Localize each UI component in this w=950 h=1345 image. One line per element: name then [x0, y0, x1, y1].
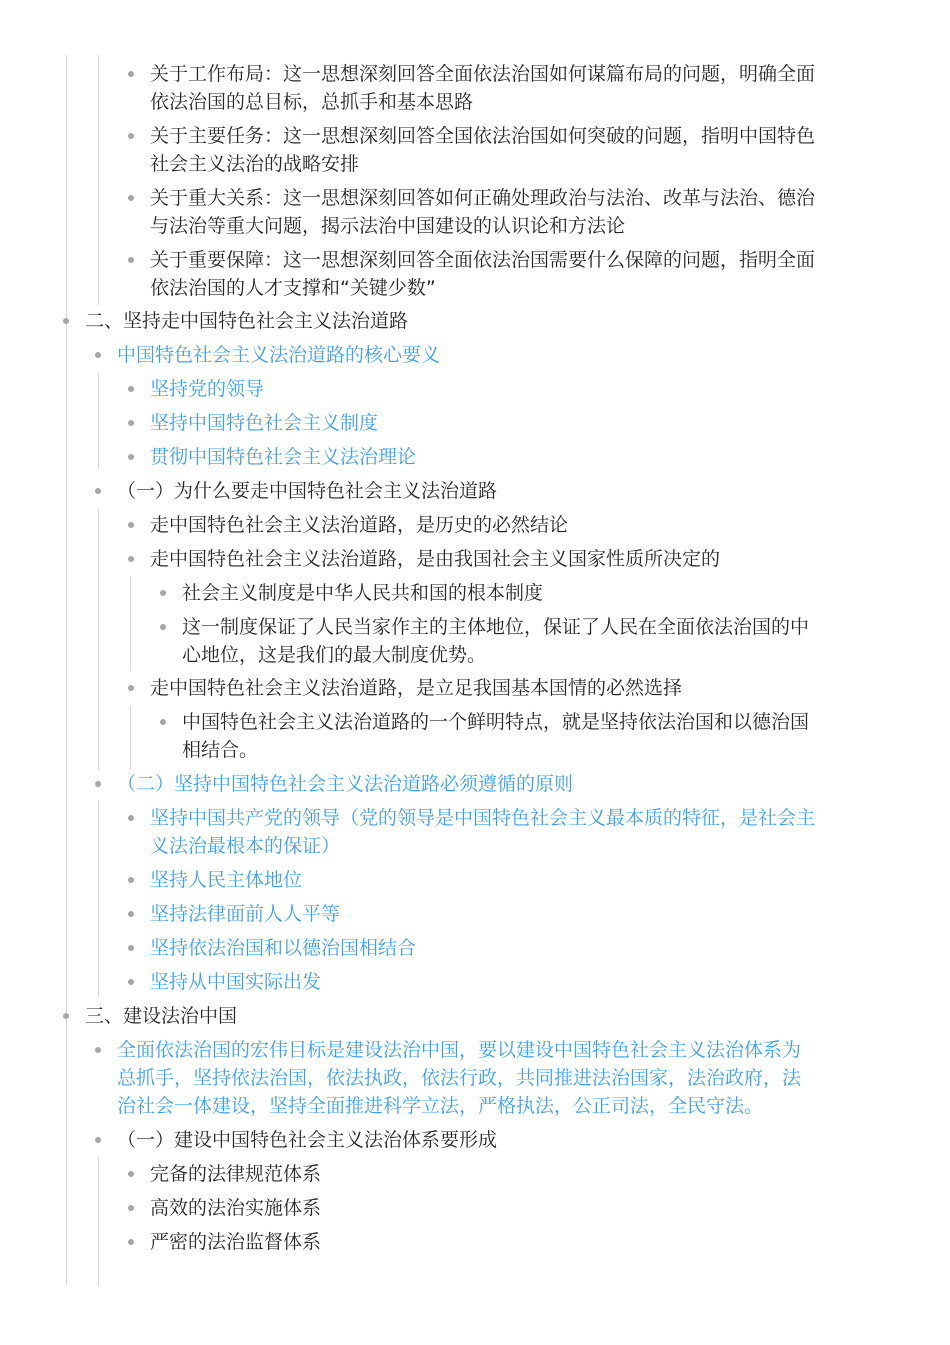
subsection-heading: （二）坚持中国特色社会主义法治道路必须遵循的原则	[117, 773, 574, 795]
list-item: 坚持从中国实际出发	[150, 971, 322, 993]
bullet-icon	[95, 352, 101, 358]
bullet-icon	[160, 719, 166, 725]
list-item: 中国特色社会主义法治道路的核心要义	[117, 344, 441, 366]
guide-line-level-3	[130, 576, 131, 671]
bullet-icon	[128, 979, 134, 985]
bullet-icon	[95, 781, 101, 787]
guide-line-level-2	[98, 800, 99, 997]
section-heading: 三、建设法治中国	[85, 1005, 238, 1027]
list-item: 这一制度保证了人民当家作主的主体地位，保证了人民在全面依法治国的中 心地位，这是我们的最大制度优势。	[182, 616, 810, 666]
list-item: 坚持法律面前人人平等	[150, 903, 341, 925]
bullet-icon	[95, 488, 101, 494]
bullet-icon	[128, 945, 134, 951]
list-item: 坚持中国特色社会主义制度	[150, 412, 379, 434]
bullet-icon	[128, 454, 134, 460]
bullet-icon	[128, 1205, 134, 1211]
list-item: 贯彻中国特色社会主义法治理论	[150, 446, 417, 468]
list-item: 关于重大关系：这一思想深刻回答如何正确处理政治与法治、改革与法治、德治 与法治等重大问题，揭示法治中国建设的认识论和方法论	[150, 187, 816, 237]
bullet-icon	[128, 420, 134, 426]
list-item: 坚持党的领导	[150, 378, 265, 400]
list-item: 严密的法治监督体系	[150, 1231, 322, 1253]
list-item: 关于工作布局：这一思想深刻回答全面依法治国如何谋篇布局的问题，明确全面 依法治国的总目标，总抓手和基本思路	[150, 63, 816, 113]
list-item: 完备的法律规范体系	[150, 1163, 322, 1185]
bullet-icon	[128, 133, 134, 139]
bullet-icon	[128, 195, 134, 201]
bullet-icon	[128, 386, 134, 392]
guide-line-level-2	[98, 55, 99, 305]
guide-line-level-2	[98, 1156, 99, 1286]
bullet-icon	[128, 815, 134, 821]
list-item: 坚持中国共产党的领导（党的领导是中国特色社会主义最本质的特征，是社会主 义法治最根本的保证）	[150, 807, 816, 857]
list-item: 坚持依法治国和以德治国相结合	[150, 937, 417, 959]
guide-line-level-1	[66, 55, 67, 1285]
list-item: 关于主要任务：这一思想深刻回答全国依法治国如何突破的问题，指明中国特色 社会主义法治的战略安排	[150, 125, 816, 175]
bullet-icon	[128, 911, 134, 917]
bullet-icon	[128, 877, 134, 883]
bullet-icon	[128, 1239, 134, 1245]
bullet-icon	[95, 1047, 101, 1053]
guide-line-level-2	[98, 372, 99, 469]
bullet-icon	[95, 1137, 101, 1143]
bullet-icon	[128, 71, 134, 77]
list-item: 走中国特色社会主义法治道路，是由我国社会主义国家性质所决定的	[150, 548, 721, 570]
bullet-icon	[128, 685, 134, 691]
bullet-icon	[128, 257, 134, 263]
subsection-heading: （一）为什么要走中国特色社会主义法治道路	[117, 480, 498, 502]
list-item: 走中国特色社会主义法治道路，是立足我国基本国情的必然选择	[150, 677, 683, 699]
bullet-icon	[128, 522, 134, 528]
list-item: 中国特色社会主义法治道路的一个鲜明特点，就是坚持依法治国和以德治国 相结合。	[182, 711, 810, 761]
bullet-icon	[128, 1171, 134, 1177]
bullet-icon	[160, 624, 166, 630]
list-item: 走中国特色社会主义法治道路，是历史的必然结论	[150, 514, 569, 536]
list-item: 关于重要保障：这一思想深刻回答全面依法治国需要什么保障的问题，指明全面 依法治国的人才支撑和“关键少数”	[150, 249, 816, 299]
section-heading: 二、坚持走中国特色社会主义法治道路	[85, 310, 409, 332]
list-item: 全面依法治国的宏伟目标是建设法治中国，要以建设中国特色社会主义法治体系为 总抓手，坚持依法治国，依法执政，依法行政，共同推进法治国家，法治政府，法 治社会一体建设，坚持全面推进科学立法，严格执法，公正司法，全民守法。	[117, 1039, 802, 1117]
list-item: 社会主义制度是中华人民共和国的根本制度	[182, 582, 544, 604]
bullet-icon	[160, 590, 166, 596]
bullet-icon	[128, 556, 134, 562]
guide-line-level-3	[130, 706, 131, 770]
list-item: 高效的法治实施体系	[150, 1197, 322, 1219]
list-item: 坚持人民主体地位	[150, 869, 303, 891]
subsection-heading: （一）建设中国特色社会主义法治体系要形成	[117, 1129, 498, 1151]
bullet-icon	[63, 318, 69, 324]
bullet-icon	[63, 1013, 69, 1019]
guide-line-level-2	[98, 508, 99, 770]
